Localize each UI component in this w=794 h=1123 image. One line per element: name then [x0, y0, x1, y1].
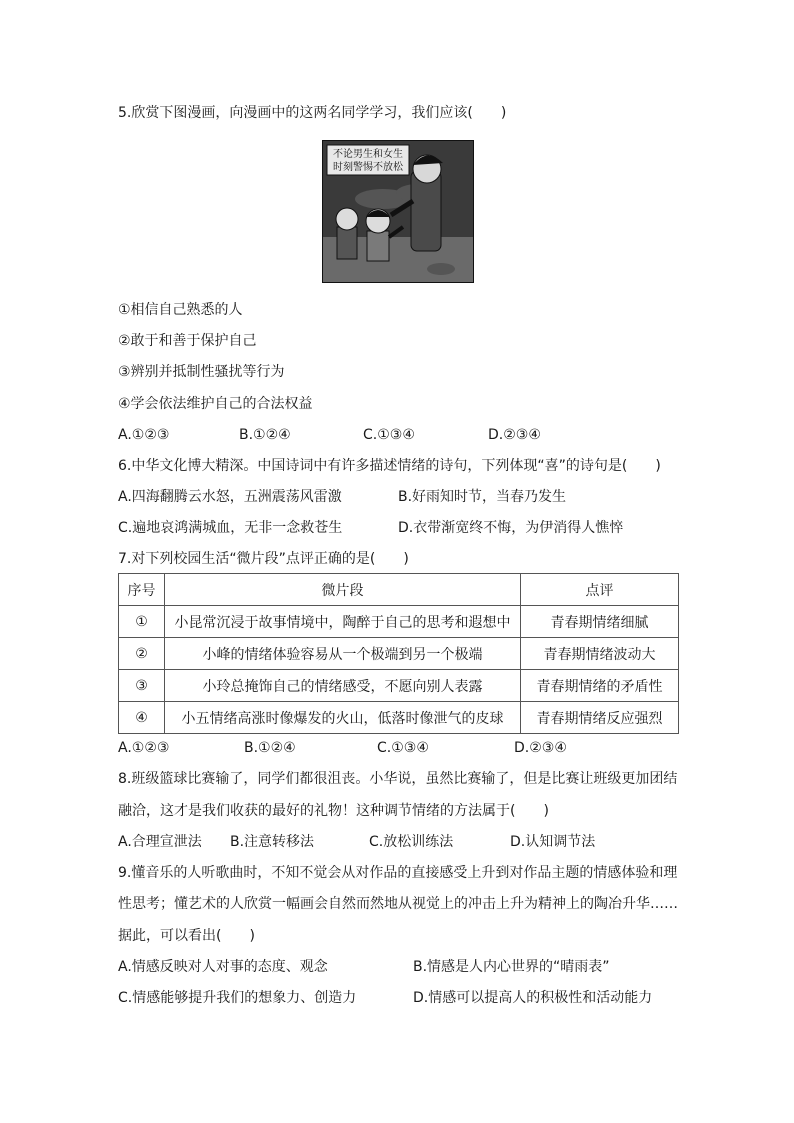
q6-options-row1	[118, 488, 678, 506]
q6-stem: 6.中华文化博大精深。中国诗词中有许多描述情绪的诗句，下列体现“喜”的诗句是( )	[118, 458, 661, 474]
q5-statement-3: ③辨别并抵制性骚扰等行为	[118, 364, 285, 380]
q9-options-row1	[118, 958, 678, 976]
q9-option-a[interactable]: A.情感反映对人对事的态度、观念	[118, 959, 328, 975]
table-cell-comment: 青春期情绪细腻	[521, 606, 679, 638]
q5-options	[118, 426, 678, 444]
q6-option-d[interactable]: D.衣带渐宽终不悔，为伊消得人憔悴	[398, 520, 624, 536]
table-row	[119, 670, 679, 702]
q8-options	[118, 833, 678, 851]
q6-option-a[interactable]: A.四海翻腾云水怒，五洲震荡风雷激	[118, 489, 342, 505]
table-row	[119, 638, 679, 670]
table-row	[119, 606, 679, 638]
q9-option-c[interactable]: C.情感能够提升我们的想象力、创造力	[118, 990, 357, 1006]
table-cell-index: ②	[119, 638, 165, 670]
q6-options-row2	[118, 519, 678, 537]
q6-option-b[interactable]: B.好雨知时节，当春乃发生	[398, 489, 567, 505]
q7-options	[118, 739, 678, 757]
q5-statement-2: ②敢于和善于保护自己	[118, 333, 257, 349]
table-cell-comment: 青春期情绪反应强烈	[521, 702, 679, 734]
q5-option-c[interactable]: C.①③④	[363, 427, 415, 443]
table-cell-fragment: 小五情绪高涨时像爆发的火山，低落时像泄气的皮球	[165, 702, 521, 734]
table-cell-fragment: 小昆常沉浸于故事情境中，陶醉于自己的思考和遐想中	[165, 606, 521, 638]
q8-option-b[interactable]: B.注意转移法	[230, 834, 315, 850]
q5-statement-1: ①相信自己熟悉的人	[118, 302, 243, 318]
cartoon-caption-line2: 时刻警惕不放松	[333, 162, 403, 173]
q5-option-b[interactable]: B.①②④	[239, 427, 291, 443]
table-cell-comment: 青春期情绪波动大	[521, 638, 679, 670]
q7-option-c[interactable]: C.①③④	[377, 740, 429, 756]
table-header-comment: 点评	[521, 574, 679, 606]
table-header-row	[119, 574, 679, 606]
q8-stem-line2: 融洽，这才是我们收获的最好的礼物！这种调节情绪的方法属于( )	[118, 803, 549, 819]
q9-stem-line1: 9.懂音乐的人听歌曲时，不知不觉会从对作品的直接感受上升到对作品主题的情感体验和理	[118, 865, 678, 881]
q6-option-c[interactable]: C.遍地哀鸿满城血，无非一念救苍生	[118, 520, 343, 536]
q9-option-d[interactable]: D.情感可以提高人的积极性和活动能力	[413, 990, 653, 1006]
table-cell-index: ①	[119, 606, 165, 638]
q7-table	[118, 573, 679, 734]
cartoon-image	[322, 140, 474, 283]
table-cell-fragment: 小玲总掩饰自己的情绪感受，不愿向别人表露	[165, 670, 521, 702]
q7-stem: 7.对下列校园生活“微片段”点评正确的是( )	[118, 551, 409, 567]
q8-option-a[interactable]: A.合理宣泄法	[118, 834, 202, 850]
table-cell-index: ④	[119, 702, 165, 734]
q5-statement-4: ④学会依法维护自己的合法权益	[118, 396, 313, 412]
table-cell-index: ③	[119, 670, 165, 702]
table-header-fragment: 微片段	[165, 574, 521, 606]
q5-option-a[interactable]: A.①②③	[118, 427, 170, 443]
q5-stem: 5.欣赏下图漫画，向漫画中的这两名同学学习，我们应该( )	[118, 105, 507, 121]
q8-stem-line1: 8.班级篮球比赛输了，同学们都很沮丧。小华说，虽然比赛输了，但是比赛让班级更加团结	[118, 771, 678, 787]
table-header-index: 序号	[119, 574, 165, 606]
q9-option-b[interactable]: B.情感是人内心世界的“晴雨表”	[413, 959, 610, 975]
q8-option-d[interactable]: D.认知调节法	[510, 834, 596, 850]
q7-option-a[interactable]: A.①②③	[118, 740, 170, 756]
q5-option-d[interactable]: D.②③④	[488, 427, 541, 443]
q7-option-b[interactable]: B.①②④	[244, 740, 296, 756]
cartoon-caption-line1: 不论男生和女生	[333, 149, 403, 160]
table-row	[119, 702, 679, 734]
q7-option-d[interactable]: D.②③④	[514, 740, 567, 756]
table-cell-fragment: 小峰的情绪体验容易从一个极端到另一个极端	[165, 638, 521, 670]
q9-stem-line2: 性思考；懂艺术的人欣赏一幅画会自然而然地从视觉上的冲击上升为精神上的陶冶升华……	[118, 896, 678, 912]
q8-option-c[interactable]: C.放松训练法	[369, 834, 454, 850]
q9-stem-line3: 据此，可以看出( )	[118, 928, 255, 944]
q9-options-row2	[118, 989, 678, 1007]
table-cell-comment: 青春期情绪的矛盾性	[521, 670, 679, 702]
